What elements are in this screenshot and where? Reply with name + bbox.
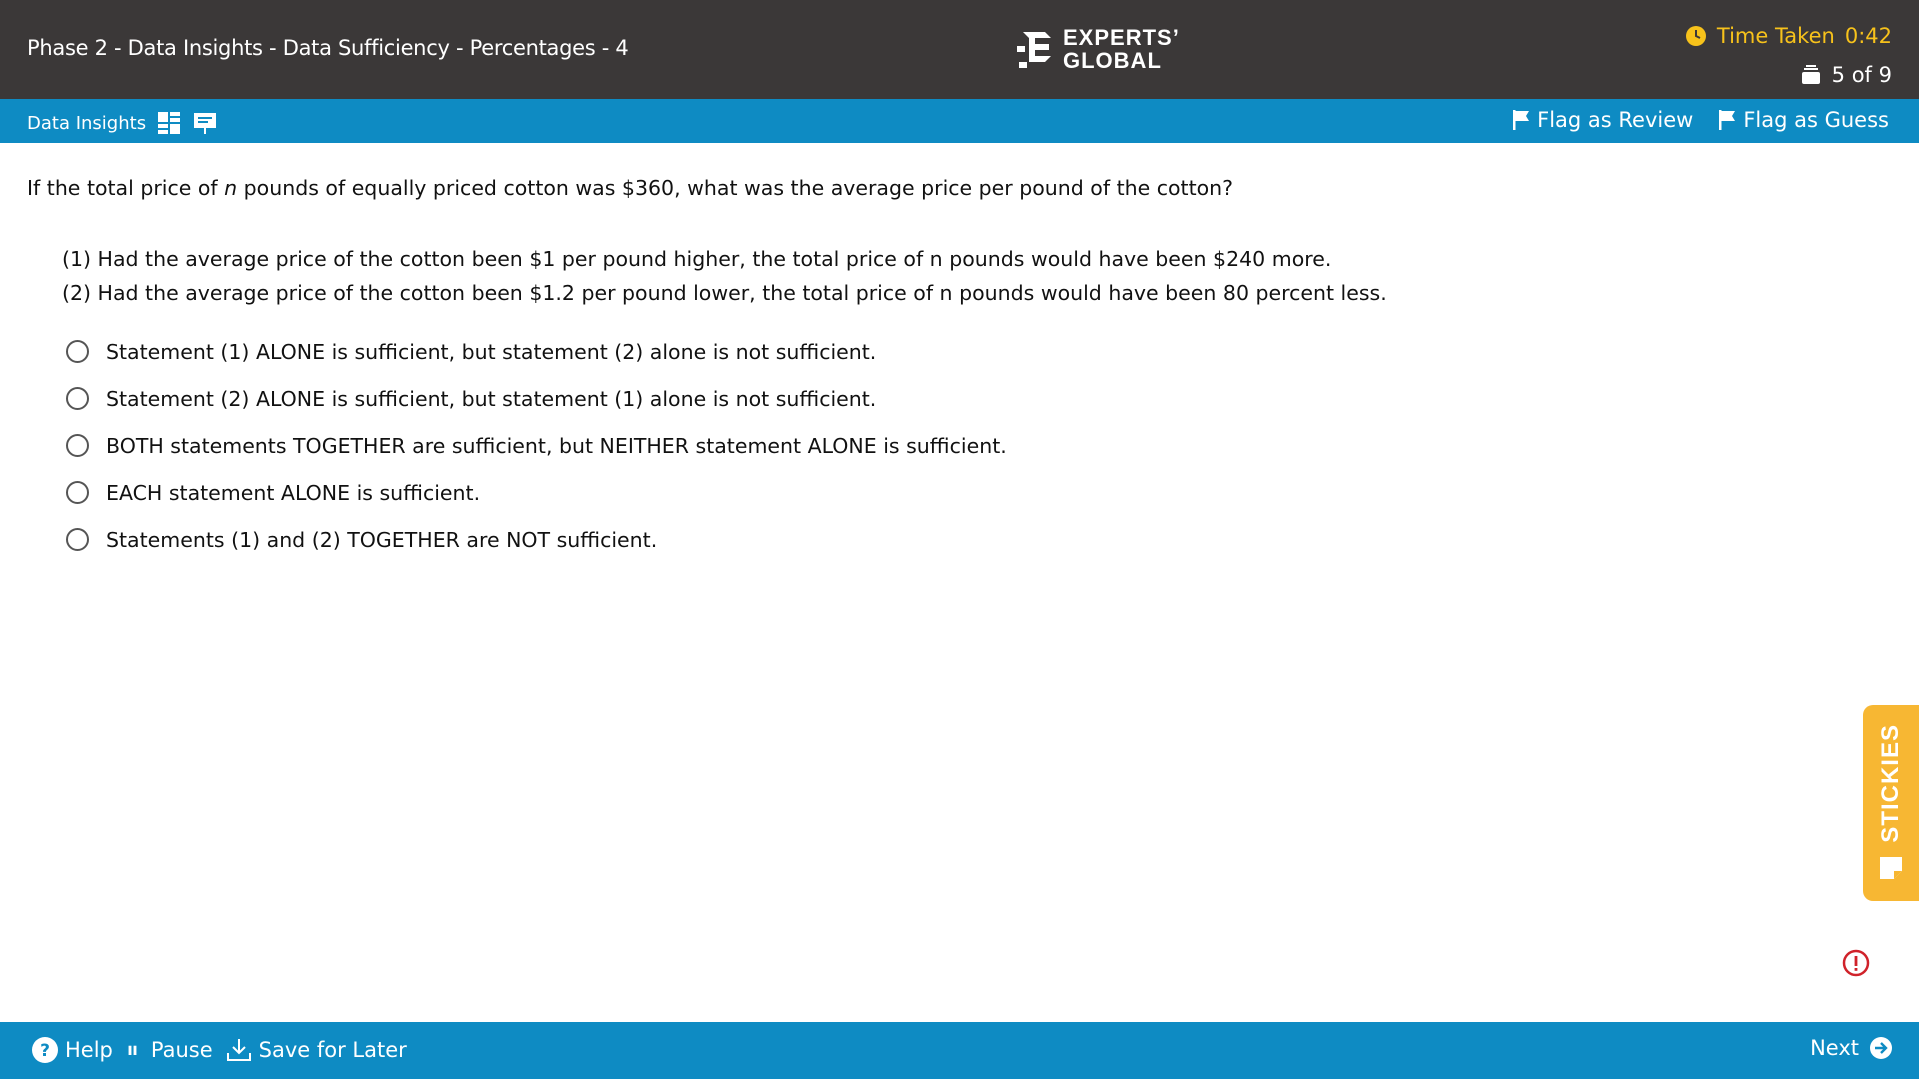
- logo-icon: [1015, 26, 1055, 72]
- question-stem: [27, 174, 1847, 202]
- save-for-later-label: Save for Later: [258, 1038, 407, 1062]
- flag-review-label: Flag as Review: [1537, 108, 1694, 132]
- option-label: BOTH statements TOGETHER are sufficient, but NEITHER statement ALONE is sufficient.: [106, 433, 1007, 458]
- question-variable: n: [224, 176, 238, 200]
- progress-count: 5 of 9: [1831, 63, 1892, 87]
- stickies-tab[interactable]: [1863, 705, 1919, 901]
- answer-option-a[interactable]: [66, 328, 1847, 375]
- radio-button[interactable]: [66, 528, 89, 551]
- clock-icon: [1685, 25, 1707, 47]
- header-bar: [0, 0, 1919, 99]
- grid-icon[interactable]: [156, 110, 182, 136]
- flag-icon: [1717, 109, 1737, 131]
- flag-guess-button[interactable]: [1717, 108, 1889, 132]
- timer: [1685, 24, 1892, 48]
- next-button[interactable]: [1810, 1036, 1893, 1060]
- help-label: Help: [65, 1038, 113, 1062]
- stickies-label: STICKIES: [1877, 723, 1904, 843]
- logo: [1015, 26, 1180, 72]
- option-label: Statements (1) and (2) TOGETHER are NOT sufficient.: [106, 527, 658, 552]
- question-progress: [1800, 63, 1892, 87]
- question-text-part-1: If the total price of: [27, 176, 225, 200]
- statements: [62, 242, 1847, 310]
- section-label: Data Insights: [27, 112, 147, 134]
- arrow-right-circle-icon: [1869, 1036, 1893, 1060]
- question-area: [27, 174, 1847, 563]
- answer-option-c[interactable]: [66, 422, 1847, 469]
- download-icon: [225, 1036, 253, 1064]
- help-icon: [31, 1036, 59, 1064]
- logo-line-2: GLOBAL: [1063, 48, 1162, 73]
- logo-line-1: EXPERTS’: [1063, 25, 1180, 50]
- statement-1: (1) Had the average price of the cotton been $1 per pound higher, the total price of n pounds would have been $240 more.: [62, 247, 1332, 271]
- pause-button[interactable]: [125, 1036, 213, 1064]
- answer-option-b[interactable]: [66, 375, 1847, 422]
- next-label: Next: [1810, 1036, 1859, 1060]
- flag-guess-label: Flag as Guess: [1743, 108, 1889, 132]
- svg-text:?: ?: [40, 1041, 50, 1061]
- answer-option-e[interactable]: [66, 516, 1847, 563]
- stack-icon: [1800, 64, 1822, 86]
- sticky-note-icon: [1877, 854, 1905, 882]
- radio-button[interactable]: [66, 434, 89, 457]
- save-for-later-button[interactable]: [225, 1036, 407, 1064]
- pause-icon: [125, 1036, 145, 1064]
- page-title: Phase 2 - Data Insights - Data Sufficiency - Percentages - 4: [27, 36, 629, 60]
- question-text-part-2: pounds of equally priced cotton was $360, what was the average price per pound of the cotton?: [237, 176, 1234, 200]
- section-indicator: [27, 110, 218, 136]
- radio-button[interactable]: [66, 387, 89, 410]
- footer-bar: [0, 1022, 1919, 1079]
- option-label: Statement (1) ALONE is sufficient, but statement (2) alone is not sufficient.: [106, 339, 877, 364]
- timer-label: Time Taken: [1716, 24, 1835, 48]
- whiteboard-icon[interactable]: [192, 110, 218, 136]
- flag-icon: [1511, 109, 1531, 131]
- option-label: Statement (2) ALONE is sufficient, but statement (1) alone is not sufficient.: [106, 386, 877, 411]
- answer-option-d[interactable]: [66, 469, 1847, 516]
- radio-button[interactable]: [66, 340, 89, 363]
- timer-value: 0:42: [1844, 24, 1892, 48]
- flag-review-button[interactable]: [1511, 108, 1693, 132]
- pause-label: Pause: [150, 1038, 213, 1062]
- toolbar: [0, 99, 1919, 143]
- report-error-icon[interactable]: [1842, 949, 1870, 977]
- option-label: EACH statement ALONE is sufficient.: [106, 480, 481, 505]
- answer-options: [66, 328, 1847, 563]
- statement-2: (2) Had the average price of the cotton been $1.2 per pound lower, the total price of n pounds would have been 80 percent less.: [62, 281, 1387, 305]
- radio-button[interactable]: [66, 481, 89, 504]
- help-button[interactable]: [31, 1036, 113, 1064]
